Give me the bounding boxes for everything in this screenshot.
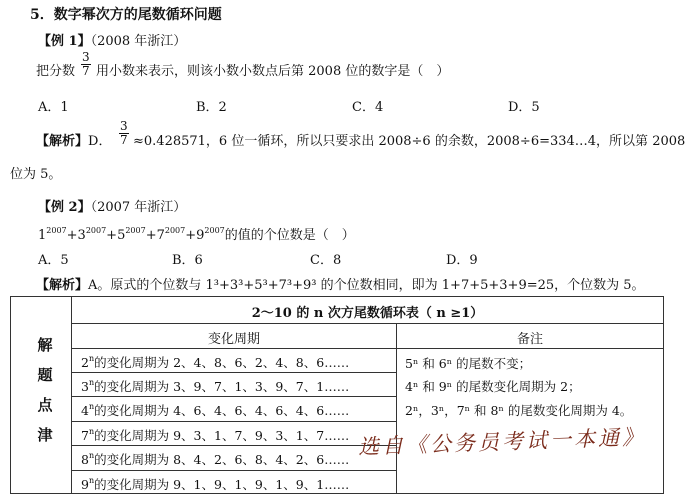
table-row: 9$^n$的变化周期为 9、1、9、1、9、1、9、1…… (81, 476, 350, 492)
expression-term: $+3^{2007}$ (66, 226, 107, 243)
table-divider (71, 372, 397, 373)
example-2-source: （2007 年浙江） (90, 200, 187, 215)
example-1-question-suffix: 用小数来表示，则该小数小数点后第 2008 位的数字是（ ） (96, 64, 450, 79)
example-1-option-b: B．2 (196, 100, 227, 115)
example-2-tag: 【例 2】 (38, 200, 91, 215)
example-1-question-prefix: 把分数 (36, 64, 76, 79)
expression-term: $+9^{2007}$ (185, 226, 225, 243)
fraction-numerator: 3 (82, 50, 90, 64)
side-label-char: 点 (37, 396, 53, 414)
fraction-denominator: 7 (82, 64, 90, 78)
answer-fraction-denominator: 7 (120, 133, 128, 147)
table-divider (71, 470, 397, 471)
example-2-option-b: B．6 (172, 253, 203, 268)
side-label-char: 解 (37, 336, 53, 354)
table-row: 3$^n$的变化周期为 3、9、7、1、3、9、7、1…… (81, 378, 350, 394)
note-item: 2ⁿ，3ⁿ，7ⁿ 和 8ⁿ 的尾数变化周期为 4。 (405, 403, 633, 418)
side-label-char: 题 (37, 366, 53, 384)
column-header-notes: 备注 (516, 332, 543, 347)
example-2-option-c: C．8 (310, 253, 342, 268)
example-1-fraction (81, 51, 91, 78)
table-row: 2$^n$的变化周期为 2、4、8、6、2、4、8、6…… (81, 354, 350, 370)
table-divider (71, 348, 663, 349)
section-title: 5．数字幂次方的尾数循环问题 (30, 7, 222, 23)
table-row: 8$^n$的变化周期为 8、4、2、6、8、4、2、6…… (81, 451, 350, 467)
example-2-option-d: D．9 (446, 253, 478, 268)
example-1-tag: 【例 1】 (38, 34, 91, 49)
example-1-answer-text: ≈0.428571，6 位一循环，所以只要求出 2008÷6 的余数，2008÷6=334…4，所以第 2008 (133, 134, 686, 149)
expression-term: $+7^{2007}$ (145, 226, 186, 243)
example-1-source: （2008 年浙江） (90, 34, 187, 49)
side-label-char: 津 (37, 426, 53, 444)
example-2-question-suffix: 的值的个位数是（ ） (224, 228, 355, 243)
example-1-answer-line2: 位为 5。 (10, 167, 62, 182)
example-2-option-a: A．5 (38, 253, 69, 268)
table-row: 7$^n$的变化周期为 9、3、1、7、9、3、1、7…… (81, 427, 350, 443)
example-1-answer-head (36, 130, 111, 149)
table-divider (71, 396, 397, 397)
source-watermark: 选自《公务员考试一本通》 (357, 424, 647, 460)
answer-fraction-numerator: 3 (120, 119, 128, 133)
table-divider (396, 324, 397, 493)
example-1-header (38, 30, 186, 49)
note-item: 5ⁿ 和 6ⁿ 的尾数不变； (405, 356, 532, 371)
table-divider (71, 445, 397, 446)
example-2-answer (36, 274, 645, 293)
example-1-answer-tag: 【解析】 (36, 134, 89, 149)
example-2-answer-tag: 【解析】 (36, 278, 89, 293)
note-item: 4ⁿ 和 9ⁿ 的尾数变化周期为 2； (405, 379, 581, 394)
example-1-option-a: A．1 (38, 100, 69, 115)
expression-term: $+5^{2007}$ (106, 226, 146, 243)
example-2-answer-text: A。原式的个位数与 1³+3³+5³+7³+9³ 的个位数相同，即为 1+7+5+3+9=25，个位数为 5。 (88, 278, 645, 293)
expression-term: $1^{2007}$ (38, 226, 67, 243)
example-1-answer-letter: D． (88, 134, 112, 149)
side-label (10, 330, 80, 450)
table-divider (71, 323, 663, 324)
tail-cycle-table (10, 296, 664, 494)
example-1-answer-fraction (119, 120, 129, 147)
example-1-option-d: D．5 (508, 100, 540, 115)
table-title: 2～10 的 n 次方尾数循环表（ n ≥1） (251, 306, 484, 321)
table-divider (71, 421, 397, 422)
example-2-header (38, 196, 186, 215)
column-header-period: 变化周期 (207, 332, 260, 347)
table-row: 4$^n$的变化周期为 4、6、4、6、4、6、4、6…… (81, 402, 350, 418)
example-1-option-c: C．4 (352, 100, 384, 115)
example-2-question (38, 224, 355, 243)
